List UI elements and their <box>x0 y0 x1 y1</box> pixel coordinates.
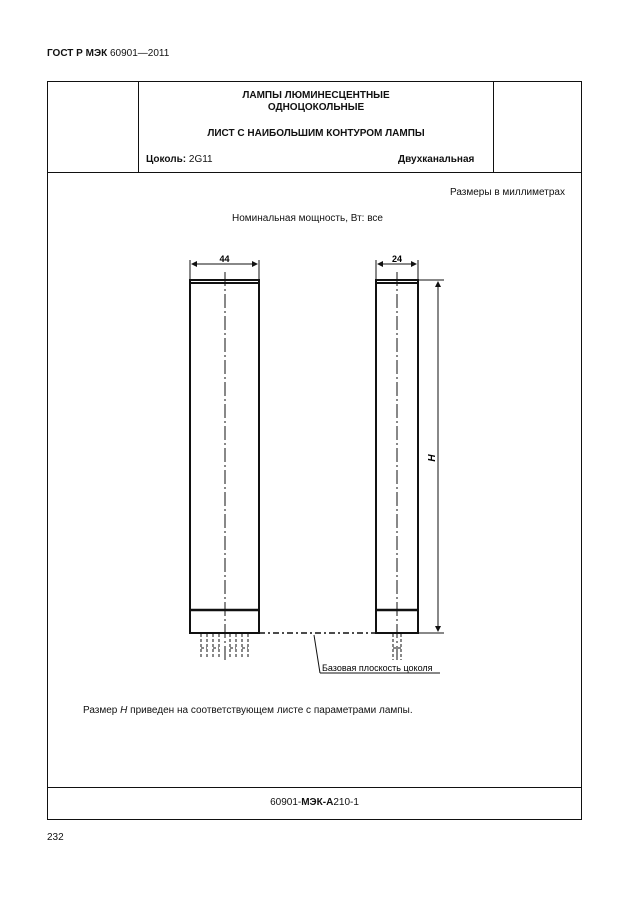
sheet-designation <box>47 797 582 808</box>
title-line-2: ОДНОЦОКОЛЬНЫЕ <box>267 102 365 113</box>
sheet-suffix: 210-1 <box>333 797 359 808</box>
title-line-1: ЛАМПЫ ЛЮМИНЕСЦЕНТНЫЕ <box>242 90 390 101</box>
standard-code: ГОСТ Р МЭК <box>47 48 108 59</box>
dim-side-width-label: 24 <box>391 254 403 264</box>
cap-label: Цоколь: <box>146 154 187 165</box>
dimension-note <box>83 705 413 716</box>
channel-type: Двухканальная <box>398 154 475 165</box>
power-note: Номинальная мощность, Вт: все <box>232 213 383 224</box>
dim-front-width-label: 44 <box>219 254 230 264</box>
base-plane-label: Базовая плоскость цоколя <box>322 663 433 673</box>
page-number: 232 <box>47 832 64 843</box>
note-prefix: Размер <box>83 705 121 716</box>
note-var: H <box>120 705 128 716</box>
sheet-code: МЭК-А <box>301 797 334 808</box>
units-note: Размеры в миллиметрах <box>450 187 565 198</box>
dim-height-label: H <box>427 454 438 462</box>
sheet-subtitle: ЛИСТ С НАИБОЛЬШИМ КОНТУРОМ ЛАМПЫ <box>207 128 425 139</box>
cap-value: 2G11 <box>186 154 213 165</box>
front-view-lamp <box>190 260 259 660</box>
note-suffix: приведен на соответствующем листе с параметрами лампы. <box>127 705 413 716</box>
standard-number: 60901—2011 <box>107 48 170 59</box>
sheet-prefix: 60901- <box>270 797 302 808</box>
